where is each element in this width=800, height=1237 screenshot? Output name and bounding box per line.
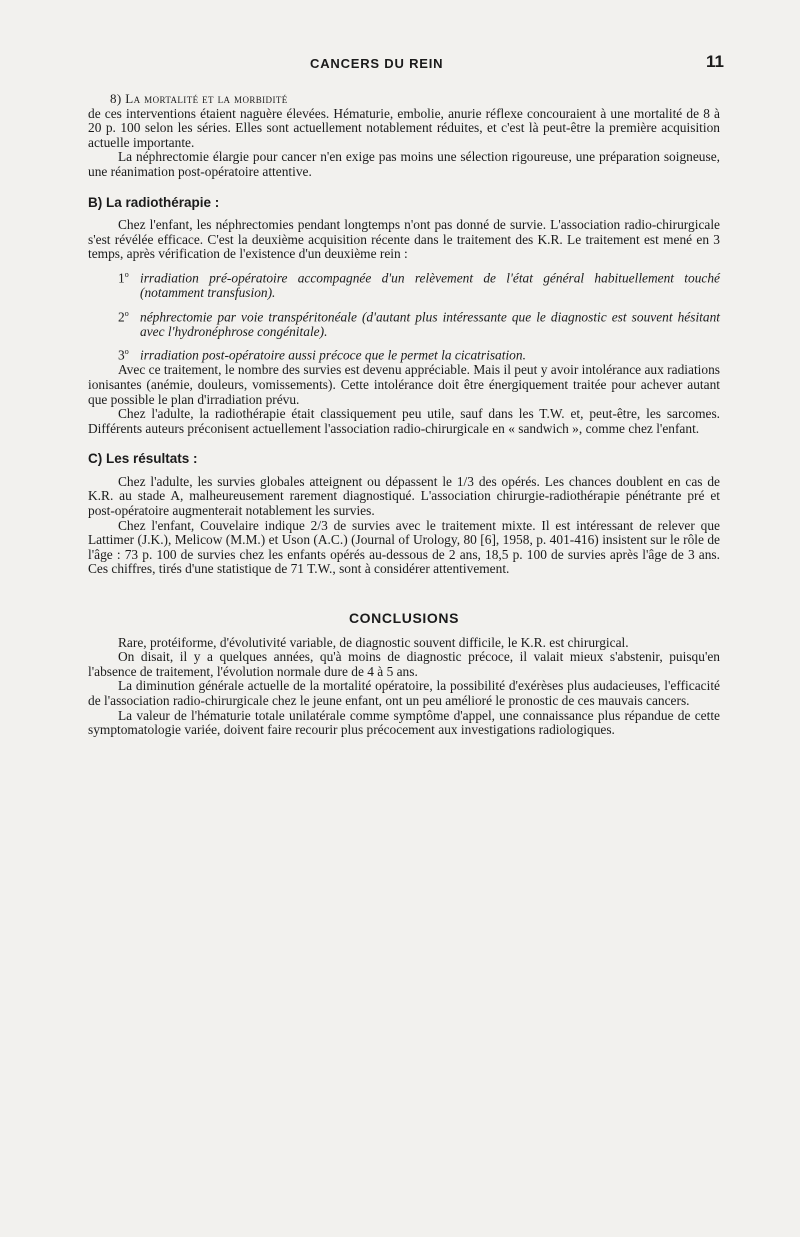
running-head — [0, 52, 800, 76]
mortalite-paragraph-2: La néphrectomie élargie pour cancer n'en exige pas moins une sélection rigoureuse, une préparation soigneuse, une réanimation post-opératoire attentive. — [88, 149, 720, 179]
radiotherapie-paragraph-3: Chez l'adulte, la radiothérapie était classiquement peu utile, sauf dans les T.W. et, peut-être, les sarcomes. Différents auteurs préconisent actuellement l'association radio-chirurgicale en « sandwich », comme chez l'enfant. — [88, 406, 720, 436]
section-title-radiotherapie: B) La radiothérapie : — [88, 194, 220, 210]
resultats-paragraph-1: Chez l'adulte, les survies globales atteignent ou dépassent le 1/3 des opérés. Les chances doublent en cas de K.R. au stade A, malheureusement rarement diagnostiqué. L'association chirurgie-radiothérapie pénétrante pré et post-opératoire augmenterait notablement les survies. — [88, 473, 720, 519]
conclusions-paragraph-3: La diminution générale actuelle de la mortalité opératoire, la possibilité d'exérèses plus audacieuses, l'efficacité de l'association radio-chirurgicale chez le jeune enfant, ont un peu amélioré le pronostic de ces mauvais cancers. — [88, 678, 720, 708]
running-head-title: CANCERS DU REIN — [310, 56, 444, 71]
list-item-2: 2$^o$ néphrectomie par voie transpéritonéale (d'autant plus intéressante que le diagnostic est souvent hésitant avec l'hydronéphrose congénitale). — [118, 308, 720, 339]
list-item-1: 1$^o$ irradiation pré-opératoire accompagnée d'un relèvement de l'état général habituellement touché (notamment transfusion). — [118, 269, 720, 300]
radiotherapie-paragraph-1: Chez l'enfant, les néphrectomies pendant longtemps n'ont pas donné de survie. L'association radio-chirurgicale s'est révélée efficace. C'est la deuxième acquisition récente dans le traitement des K.R. Le traitement est mené en 3 temps, après vérification de l'existence d'un deuxième rein : — [88, 217, 720, 262]
radiotherapie-paragraph-2: Avec ce traitement, le nombre des survies est devenu appréciable. Mais il peut y avoir intolérance aux radiations ionisantes (anémie, douleurs, vomissements). Cette intolérance doit être énergiquement traitée pour achever autant que possible le plan d'irradiation prévu. — [88, 362, 720, 407]
mortalite-paragraph-1: de ces interventions étaient naguère élevées. Hématurie, embolie, anurie réflexe concouraient à une mortalité de 8 à 20 p. 100 selon les séries. Elles sont actuellement notablement réduites, et c'est là peut-être la première acquisition actuelle importante. — [88, 105, 720, 150]
body-text — [88, 92, 720, 738]
resultats-paragraph-2: Chez l'enfant, Couvelaire indique 2/3 de survies avec le traitement mixte. Il est intéressant de relever que Lattimer (J.K.), Melicow (M.M.) et Uson (A.C.) (Journal of Urology, 80 [6], 1958, p. 401-416) insistent sur le rôle de l'âge : 73 p. 100 de survies chez les enfants opérés au-dessous de 2 ans, 18,5 p. 100 de survies après l'âge de 3 ans. Ces chiffres, tirés d'une statistique de 71 T.W., sont à considérer attentivement. — [88, 517, 720, 577]
list-item-3: 3$^o$ irradiation post-opératoire aussi précoce que le permet la cicatrisation. — [118, 347, 526, 363]
section-title-resultats: C) Les résultats : — [88, 451, 198, 467]
conclusions-paragraph-4: La valeur de l'hématurie totale unilatérale comme symptôme d'appel, une connaissance plus répandue de cette symptomatologie variée, doivent faire recourir plus précocement aux investigations radiologiques. — [88, 707, 720, 738]
conclusions-paragraph-2: On disait, il y a quelques années, qu'à moins de diagnostic précoce, il valait mieux s'abstenir, puisqu'en l'absence de traitement, l'évolution normale dure de 4 à 5 ans. — [88, 649, 720, 679]
page-number: 11 — [706, 52, 724, 71]
conclusions-paragraph-1: Rare, protéiforme, d'évolutivité variable, de diagnostic souvent difficile, le K.R. est chirurgical. — [118, 634, 629, 650]
mortalite-title: 8) La mortalité et la morbidité — [110, 91, 288, 106]
conclusions-heading: CONCLUSIONS — [348, 610, 460, 627]
